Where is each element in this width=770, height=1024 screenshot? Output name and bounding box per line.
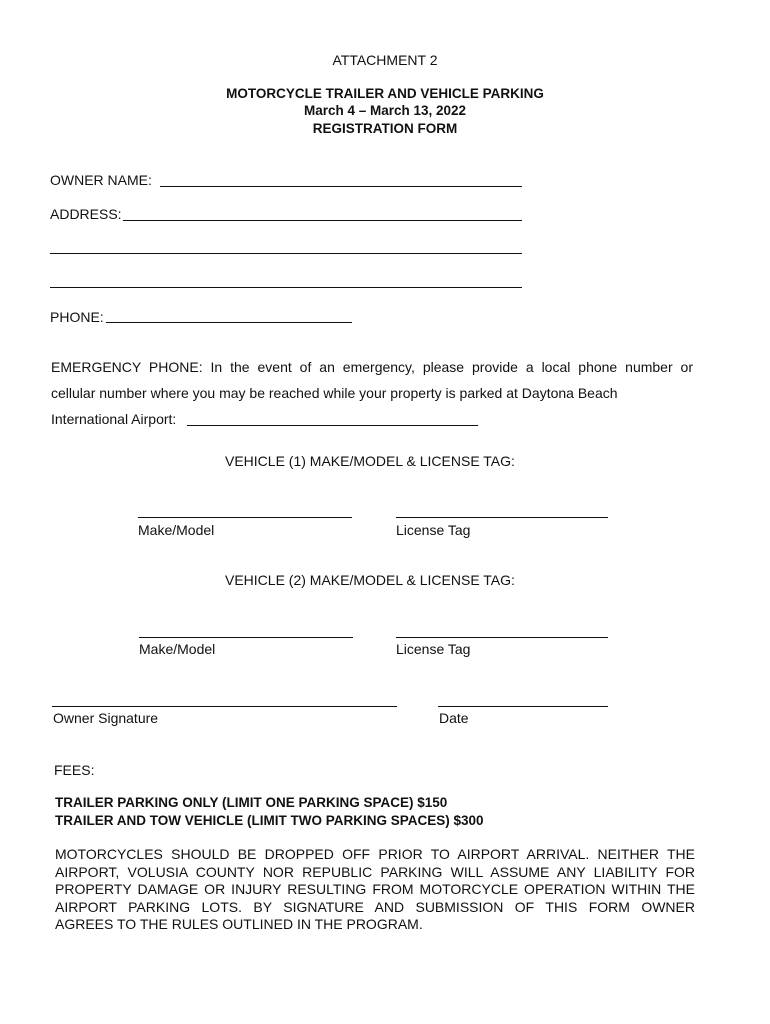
- vehicle-2-tag-field[interactable]: [396, 637, 608, 638]
- owner-signature-label: Owner Signature: [53, 710, 159, 726]
- vehicle-2-make-field[interactable]: [139, 637, 353, 638]
- date-label: Date: [439, 710, 469, 726]
- vehicle-1-tag-label: License Tag: [396, 522, 471, 538]
- fees-label: FEES:: [54, 762, 95, 778]
- disclaimer-line: PROPERTY DAMAGE OR INJURY RESULTING FROM MOTORCYCLE OPERATION WITHIN THE: [55, 881, 695, 897]
- disclaimer-paragraph: [55, 846, 695, 934]
- emergency-text-line-3: International Airport:: [51, 411, 177, 427]
- emergency-phone-field[interactable]: [187, 425, 478, 426]
- owner-name-label: OWNER NAME:: [50, 172, 152, 188]
- owner-signature-field[interactable]: [52, 706, 397, 707]
- vehicle-2-heading: VEHICLE (2) MAKE/MODEL & LICENSE TAG:: [225, 572, 515, 588]
- address-line-2[interactable]: [50, 253, 522, 254]
- vehicle-1-heading: VEHICLE (1) MAKE/MODEL & LICENSE TAG:: [225, 453, 515, 469]
- vehicle-1-tag-field[interactable]: [396, 517, 608, 518]
- disclaimer-line: MOTORCYCLES SHOULD BE DROPPED OFF PRIOR TO AIRPORT ARRIVAL. NEITHER THE: [55, 846, 695, 862]
- fee-trailer-only: TRAILER PARKING ONLY (LIMIT ONE PARKING SPACE) $150: [55, 795, 448, 810]
- form-name: REGISTRATION FORM: [312, 121, 458, 136]
- fee-trailer-and-tow: TRAILER AND TOW VEHICLE (LIMIT TWO PARKING SPACES) $300: [55, 813, 484, 828]
- disclaimer-line: AIRPORT, VOLUSIA COUNTY NOR REPUBLIC PARKING WILL ASSUME ANY LIABILITY FOR: [55, 863, 695, 880]
- phone-field[interactable]: [106, 322, 352, 323]
- vehicle-2-tag-label: License Tag: [396, 641, 471, 657]
- address-label: ADDRESS:: [50, 206, 122, 222]
- form-dates: March 4 – March 13, 2022: [303, 103, 467, 118]
- address-line-3[interactable]: [50, 287, 522, 288]
- vehicle-2-make-label: Make/Model: [139, 641, 216, 657]
- disclaimer-line: AGREES TO THE RULES OUTLINED IN THE PROGRAM.: [55, 916, 423, 932]
- address-field[interactable]: [123, 220, 522, 221]
- form-title: MOTORCYCLE TRAILER AND VEHICLE PARKING: [226, 86, 544, 101]
- date-field[interactable]: [438, 706, 608, 707]
- disclaimer-line: AIRPORT PARKING LOTS. BY SIGNATURE AND SUBMISSION OF THIS FORM OWNER: [55, 898, 695, 915]
- emergency-text-line-1: EMERGENCY PHONE: In the event of an emergency, please provide a local phone number or: [51, 359, 693, 375]
- vehicle-1-make-label: Make/Model: [138, 522, 215, 538]
- owner-name-field[interactable]: [160, 186, 522, 187]
- phone-label: PHONE:: [50, 309, 104, 325]
- vehicle-1-make-field[interactable]: [138, 517, 352, 518]
- emergency-text-line-2: cellular number where you may be reached while your property is parked at Daytona Beach: [51, 385, 618, 401]
- attachment-label: ATTACHMENT 2: [332, 52, 438, 68]
